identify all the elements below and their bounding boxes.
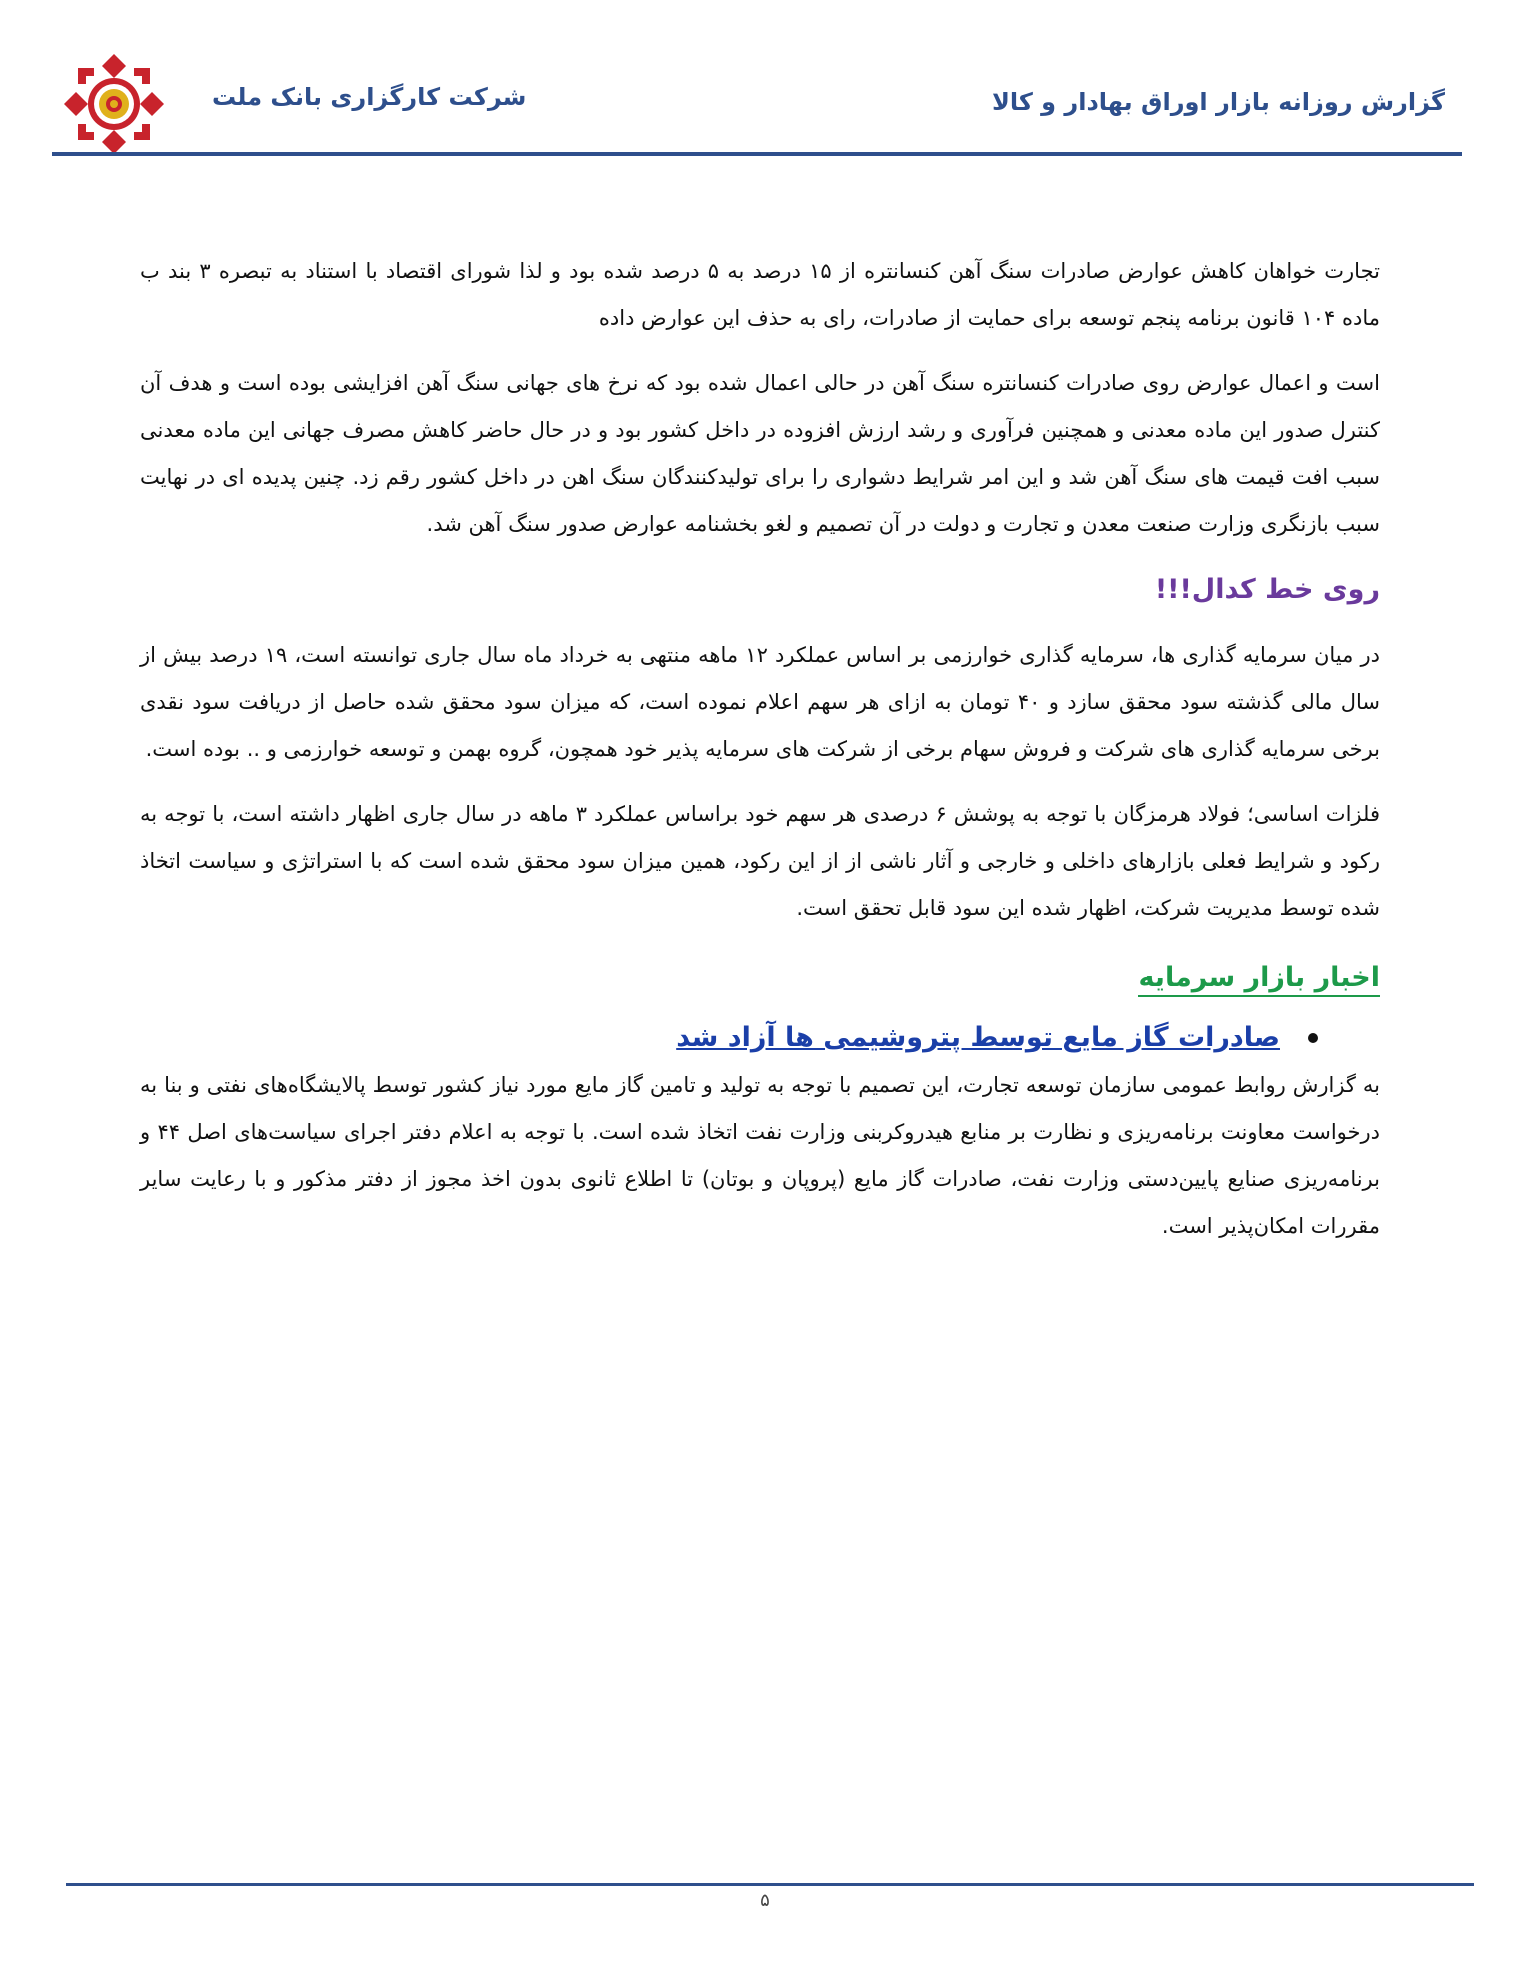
paragraph-iron-ore-prices: است و اعمال عوارض روی صادرات کنسانتره سنگ آهن در حالی اعمال شده بود که نرخ های جهانی سنگ آهن افزایشی بوده است و هدف آن کنترل صدور این ماده معدنی و همچنین فرآوری و رشد ارزش افزوده در داخل کشور بود و در حال حاضر کاهش مصرف جهانی این ماده معدنی سبب افت قیمت های سنگ آهن شد و این امر شرایط دشواری را برای تولیدکنندگان سنگ اهن در داخل کشور رقم زد. چنین پدیده ای در نهایت سبب بازنگری وزارت صنعت معدن و تجارت و دولت در آن تصمیم و لغو بخشنامه عوارض صدور سنگ آهن شد. (140, 371, 1380, 536)
section-heading-codal: روی خط کدال!!! (1154, 574, 1380, 605)
news-headline-link[interactable]: صادرات گاز مایع توسط پتروشیمی ها آزاد شد (676, 1022, 1280, 1053)
section-heading-capital-market-text: اخبار بازار سرمایه (1138, 962, 1380, 997)
article-body (140, 248, 1380, 1250)
company-logo (62, 52, 166, 156)
bullet-icon (1308, 1033, 1318, 1043)
section-heading-capital-market (140, 958, 1380, 998)
paragraph-kharazmi: در میان سرمایه گذاری ها، سرمایه گذاری خوارزمی بر اساس عملکرد ۱۲ ماهه منتهی به خرداد ماه سال جاری توانسته است، ۱۹ درصد بیش از سال مالی گذشته سود محقق سازد و ۴۰ تومان به ازای هر سهم اعلام نموده است، که میزان سود محقق شده حاصل از دریافت سود نقدی برخی سرمایه گذاری های شرکت و فروش سهام برخی از شرکت های سرمایه پذیر خود همچون، گروه بهمن و توسعه خوارزمی و .. بوده است. (140, 643, 1380, 761)
company-name: شرکت کارگزاری بانک ملت (212, 83, 527, 111)
page-number: ۵ (760, 1890, 770, 1911)
news-bullet (140, 1018, 1380, 1058)
header-divider (52, 152, 1462, 156)
paragraph-hormozgan-steel: فلزات اساسی؛ فولاد هرمزگان با توجه به پوشش ۶ درصدی هر سهم خود براساس عملکرد ۳ ماهه در سال جاری اظهار داشته است، با توجه به رکود و شرایط فعلی بازارهای داخلی و خارجی و آثار ناشی از از این رکود، همین میزان سود محقق شده است که با استراتژی و سیاست اتخاذ شده توسط مدیریت شرکت، اظهار شده این سود قابل تحقق است. (140, 802, 1380, 920)
report-title: گزارش روزانه بازار اوراق بهادار و کالا (991, 88, 1445, 116)
paragraph-iron-ore-duty: تجارت خواهان کاهش عوارض صادرات سنگ آهن کنسانتره از ۱۵ درصد به ۵ درصد شده بود و لذا شورای اقتصاد با استناد به تبصره ۳ بند ب ماده ۱۰۴ قانون برنامه پنجم توسعه برای حمایت از صادرات، رای به حذف این عوارض داده (140, 259, 1380, 330)
footer-divider (66, 1883, 1474, 1886)
logo-icon (62, 52, 166, 156)
paragraph-lpg-exports: به گزارش روابط عمومی سازمان توسعه تجارت، این تصمیم با توجه به تولید و تامین گاز مایع مورد نیاز کشور توسط پالایشگاه‌های نفتی و بنا به درخواست معاونت برنامه‌ریزی و نظارت بر منابع هیدروکربنی وزارت نفت اتخاذ شده است. با توجه به اعلام دفتر اجرای سیاست‌های اصل ۴۴ و برنامه‌ریزی صنایع پایین‌دستی وزارت نفت، صادرات گاز مایع (پروپان و بوتان) تا اطلاع ثانوی بدون اخذ مجوز از دفتر مذکور و با رعایت سایر مقررات امکان‌پذیر است. (140, 1073, 1380, 1238)
